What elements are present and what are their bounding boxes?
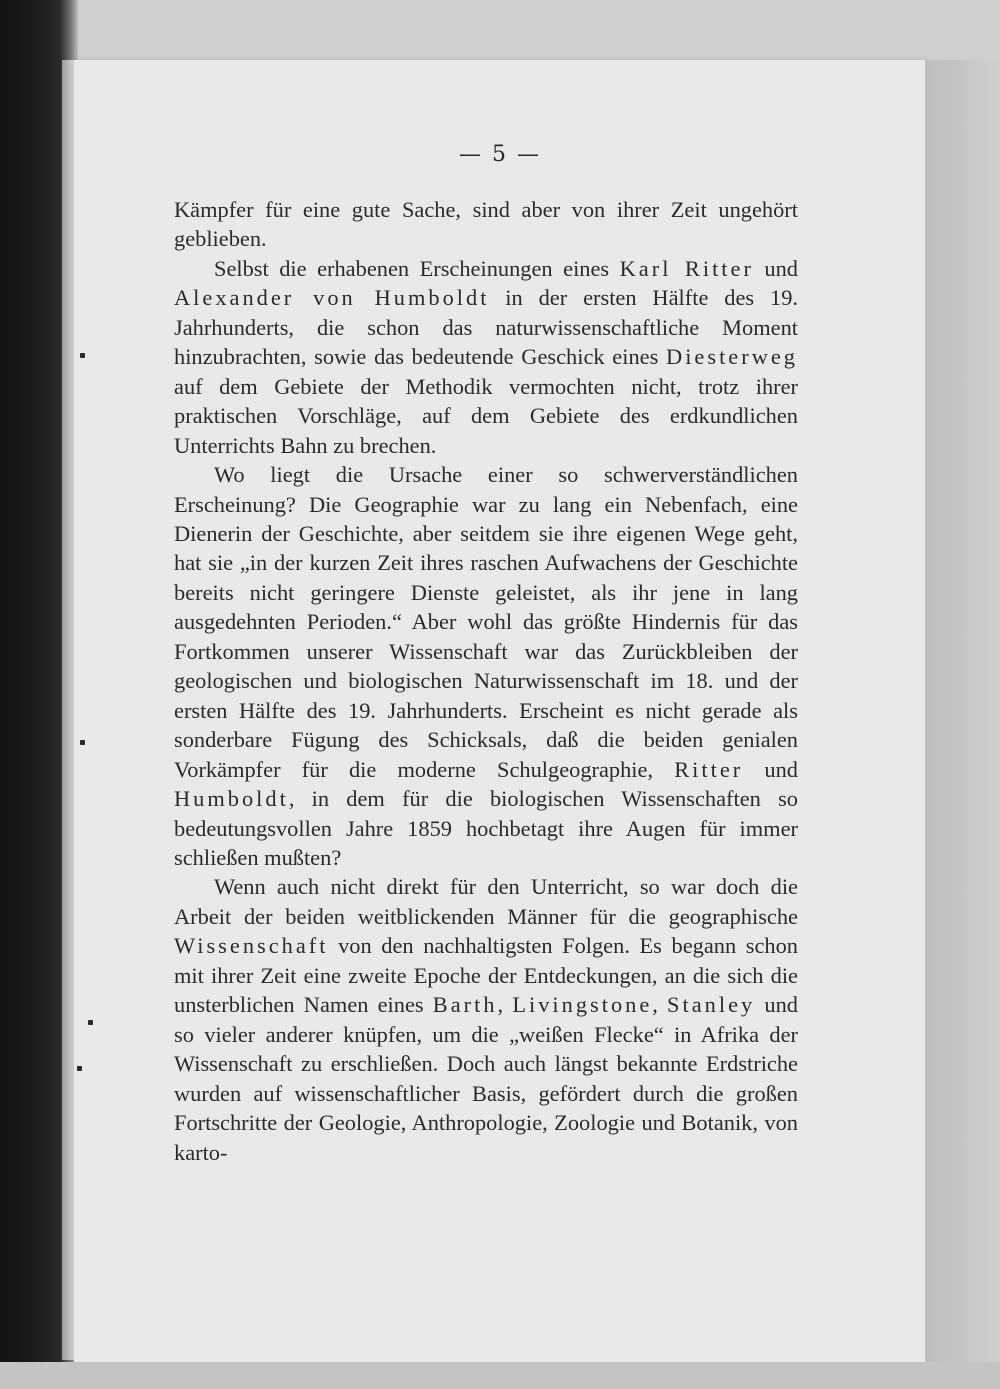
- spaced-name: Ritter: [674, 756, 744, 782]
- text-segment: Kämpfer für eine gute Sache, sind aber von ihrer Zeit ungehört geblieben.: [174, 197, 798, 252]
- text-segment: Selbst die erhabenen Erscheinungen eines: [214, 255, 620, 281]
- spaced-name: Alexander von Humboldt: [174, 285, 490, 311]
- text-segment: und: [743, 756, 798, 782]
- paragraph: [174, 195, 798, 254]
- text-segment: auf dem Gebiete der Methodik vermochten nicht, trotz ihrer praktischen Vorschläge, auf dem Gebiete des erdkundlichen Unterrichts Bahn zu brechen.: [174, 373, 798, 458]
- spaced-name: Karl Ritter: [619, 255, 754, 281]
- text-segment: und so vieler anderer knüpfen, um die „weißen Flecke“ in Afrika der Wissenschaft zu erschließen. Doch auch längst bekannte Erdstriche wurden auf wissenschaftlicher Basis, gefördert durch die großen Fortschritte der Geologie, Anthropologie, Zoologie und Botanik, von karto-: [174, 992, 798, 1165]
- margin-mark: [80, 740, 85, 745]
- margin-mark: [77, 1066, 82, 1071]
- text-segment: in der ersten Hälfte des 19. Jahrhunderts, die schon das naturwissenschaftliche Moment hinzubrachten, sowie das bedeutende Geschick eines: [174, 285, 798, 370]
- margin-mark: [80, 353, 85, 358]
- bottom-margin: [0, 1362, 1000, 1389]
- spaced-name: Wissenschaft: [174, 933, 329, 959]
- spaced-name: Barth: [432, 992, 498, 1018]
- page-number: — 5 —: [459, 142, 541, 167]
- spaced-name: Diesterweg: [666, 344, 798, 370]
- paper-margin: [925, 60, 1000, 1362]
- text-segment: von den nachhaltigsten Folgen. Es begann schon mit ihrer Zeit eine zweite Epoche der Entdeckungen, an die sich die unsterblichen Namen eines: [174, 933, 798, 1018]
- paragraph: [174, 872, 798, 1167]
- text-segment: ,: [652, 992, 668, 1018]
- text-segment: Wo liegt die Ursache einer so schwerverständlichen Erscheinung? Die Geographie war zu lang ein Nebenfach, eine Dienerin der Geschichte, aber seitdem sie ihre eigenen Wege geht, hat sie „in der kurzen Zeit ihres raschen Aufwachens der Geschichte bereits nicht geringere Dienste geleistet, als ihr jene in lang ausgedehnten Perioden.“ Aber wohl das größte Hindernis für das Fortkommen unserer Wissenschaft war das Zurückbleiben der geologischen und biologischen Naturwissenschaft im 18. und der ersten Hälfte des 19. Jahrhunderts. Erscheint es nicht gerade als sonderbare Fügung des Schicksals, daß die beiden genialen Vorkämpfer für die moderne Schulgeographie,: [174, 462, 798, 782]
- paragraph: [174, 254, 798, 460]
- margin-mark: [88, 1020, 93, 1025]
- binding-edge: [62, 60, 74, 1360]
- text-segment: und: [753, 255, 799, 281]
- spaced-name: Livingstone: [512, 992, 653, 1018]
- spaced-name: Stanley: [667, 992, 756, 1018]
- body-text: [174, 195, 798, 1167]
- paragraph: [174, 460, 798, 872]
- text-segment: Wenn auch nicht direkt für den Unterricht, so war doch die Arbeit der beiden weitblickenden Männer für die geographische: [174, 874, 798, 929]
- spaced-name: Humboldt: [174, 786, 289, 812]
- text-segment: ,: [497, 992, 513, 1018]
- text-segment: , in dem für die biologischen Wissenschaften so bedeutungsvollen Jahre 1859 hochbetagt ihre Augen für immer schließen mußten?: [174, 786, 798, 870]
